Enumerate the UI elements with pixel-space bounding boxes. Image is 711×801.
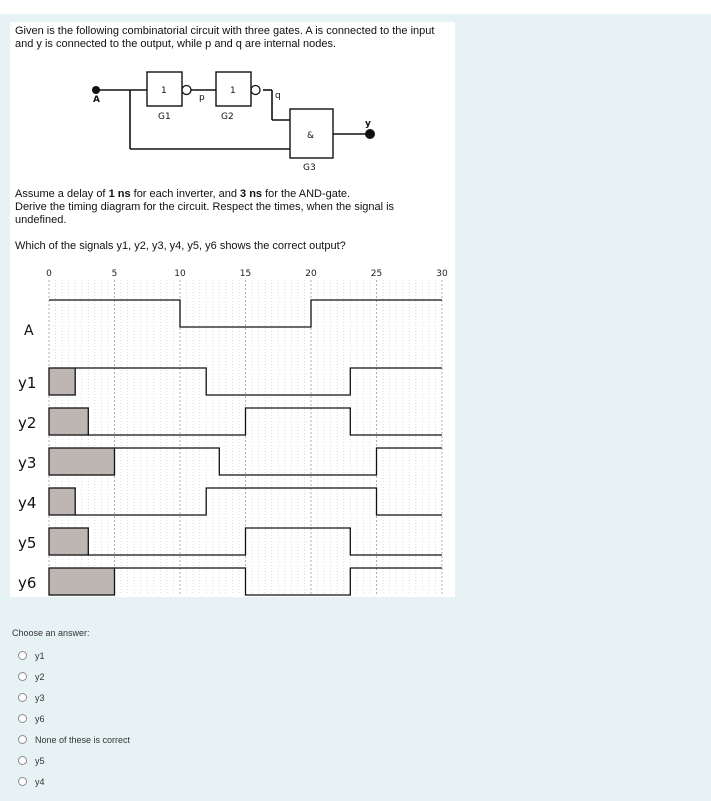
undefined-region-y6: [49, 568, 115, 595]
g2-name: G2: [221, 112, 234, 122]
answer-option-none[interactable]: [12, 729, 130, 750]
output-label: y: [365, 119, 371, 129]
signal-wave-y6: [115, 568, 443, 595]
answer-option-y3[interactable]: [12, 687, 130, 708]
time-tick-label: 5: [111, 269, 118, 279]
time-tick-label: 25: [370, 269, 383, 279]
p-label: p: [199, 93, 205, 103]
inverter-delay: 1 ns: [108, 188, 131, 200]
time-tick-label: 20: [305, 269, 317, 279]
radio-button[interactable]: [18, 693, 27, 702]
delays-text-2: Derive the timing diagram for the circuit. Respect the times, when the signal is undefined.: [15, 201, 395, 226]
signal-label-a: A: [24, 323, 34, 339]
answer-option-y4[interactable]: [12, 771, 130, 792]
time-tick-label: 10: [174, 269, 186, 279]
signal-label-y4: y4: [18, 494, 37, 512]
option-label: y5: [35, 755, 45, 766]
signal-wave-y4: [75, 488, 442, 515]
signal-wave-y3: [115, 448, 443, 475]
answer-prompt: Choose an answer:: [12, 628, 90, 638]
option-label: None of these is correct: [35, 734, 131, 745]
radio-button[interactable]: [18, 651, 27, 660]
time-tick-label: 15: [239, 269, 252, 279]
radio-button[interactable]: [18, 735, 27, 744]
signal-wave-y1: [75, 368, 442, 395]
top-strip: [0, 0, 711, 14]
delays-text-a: Assume a delay of: [15, 188, 109, 200]
question-intro: Given is the following combinatorial circuit with three gates. A is connected to the input and y is connected to the output, while p and q are internal nodes.: [15, 25, 435, 50]
option-label: y1: [35, 650, 45, 661]
input-label: A: [93, 95, 100, 105]
q-label: q: [275, 91, 281, 101]
g1-symbol: 1: [161, 86, 167, 96]
radio-button[interactable]: [18, 672, 27, 681]
option-label: y4: [35, 776, 45, 787]
output-terminal: [365, 129, 375, 139]
option-label: y3: [35, 692, 45, 703]
answer-option-y1[interactable]: [12, 645, 130, 666]
answer-option-y6[interactable]: [12, 708, 130, 729]
signal-label-y1: y1: [18, 374, 37, 392]
option-label: y2: [35, 671, 45, 682]
radio-button[interactable]: [18, 777, 27, 786]
and-delay: 3 ns: [240, 188, 263, 200]
g2-symbol: 1: [230, 86, 236, 96]
undefined-region-y2: [49, 408, 88, 435]
question-card: [10, 22, 455, 597]
answer-option-y5[interactable]: [12, 750, 130, 771]
undefined-region-y5: [49, 528, 88, 555]
time-tick-label: 0: [46, 269, 52, 279]
undefined-region-y1: [49, 368, 75, 395]
time-tick-label: 30: [436, 269, 448, 279]
signal-label-y6: y6: [18, 574, 37, 592]
answer-option-y2[interactable]: [12, 666, 130, 687]
undefined-region-y3: [49, 448, 115, 475]
input-terminal: [92, 86, 100, 94]
signal-label-y2: y2: [18, 414, 37, 432]
answer-section: [12, 628, 130, 792]
g1-inverter-bubble: [182, 86, 191, 95]
g3-symbol: &: [307, 131, 315, 141]
g2-inverter-bubble: [251, 86, 260, 95]
question-which: Which of the signals y1, y2, y3, y4, y5, y6 shows the correct output?: [15, 240, 346, 252]
question-delays: [15, 188, 445, 227]
timing-diagram: [10, 260, 455, 600]
circuit-diagram: [10, 22, 455, 182]
radio-button[interactable]: [18, 756, 27, 765]
delays-text-b: for each inverter, and: [130, 188, 241, 200]
option-label: y6: [35, 713, 45, 724]
signal-label-y3: y3: [18, 454, 37, 472]
undefined-region-y4: [49, 488, 75, 515]
delays-text-c: for the AND-gate.: [262, 188, 351, 200]
g1-name: G1: [158, 112, 171, 122]
g3-name: G3: [303, 163, 316, 173]
radio-button[interactable]: [18, 714, 27, 723]
signal-label-y5: y5: [18, 534, 37, 552]
